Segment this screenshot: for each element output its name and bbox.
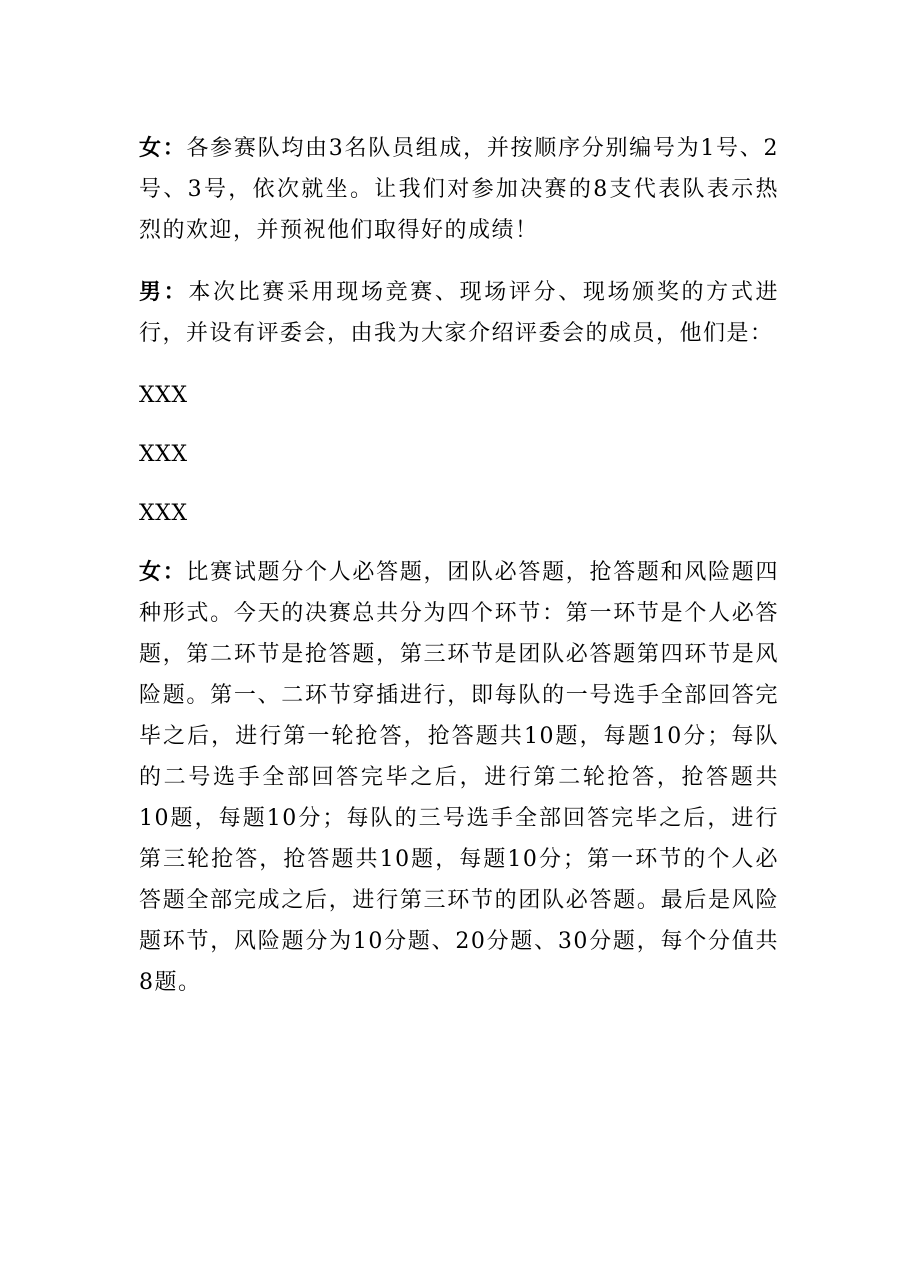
judge-name: XXX [139, 383, 188, 408]
paragraph-male-judges-intro [139, 272, 779, 354]
speaker-label: 女： [139, 136, 187, 161]
speaker-label: 男： [139, 280, 189, 305]
paragraph-female-welcome [139, 128, 779, 251]
paragraph-female-rules [139, 552, 779, 1003]
speaker-label: 女： [139, 560, 187, 585]
judge-name: XXX [139, 442, 188, 467]
document-body [139, 128, 779, 1024]
paragraph-text: 各参赛队均由3名队员组成，并按顺序分别编号为1号、2号、3号，依次就坐。让我们对参加决赛的8支代表队表示热烈的欢迎，并预祝他们取得好的成绩！ [139, 136, 779, 243]
judge-name: XXX [139, 501, 188, 526]
paragraph-text: 本次比赛采用现场竞赛、现场评分、现场颁奖的方式进行，并设有评委会，由我为大家介绍评委会的成员，他们是： [139, 280, 779, 346]
paragraph-text: 比赛试题分个人必答题，团队必答题，抢答题和风险题四种形式。今天的决赛总共分为四个环节：第一环节是个人必答题，第二环节是抢答题，第三环节是团队必答题第四环节是风险题。第一、二环节穿插进行，即每队的一号选手全部回答完毕之后，进行第一轮抢答，抢答题共10题，每题10分；每队的二号选手全部回答完毕之后，进行第二轮抢答，抢答题共10题，每题10分；每队的三号选手全部回答完毕之后，进行第三轮抢答，抢答题共10题，每题10分；第一环节的个人必答题全部完成之后，进行第三环节的团队必答题。最后是风险题环节，风险题分为10分题、20分题、30分题，每个分值共8题。 [139, 560, 779, 995]
